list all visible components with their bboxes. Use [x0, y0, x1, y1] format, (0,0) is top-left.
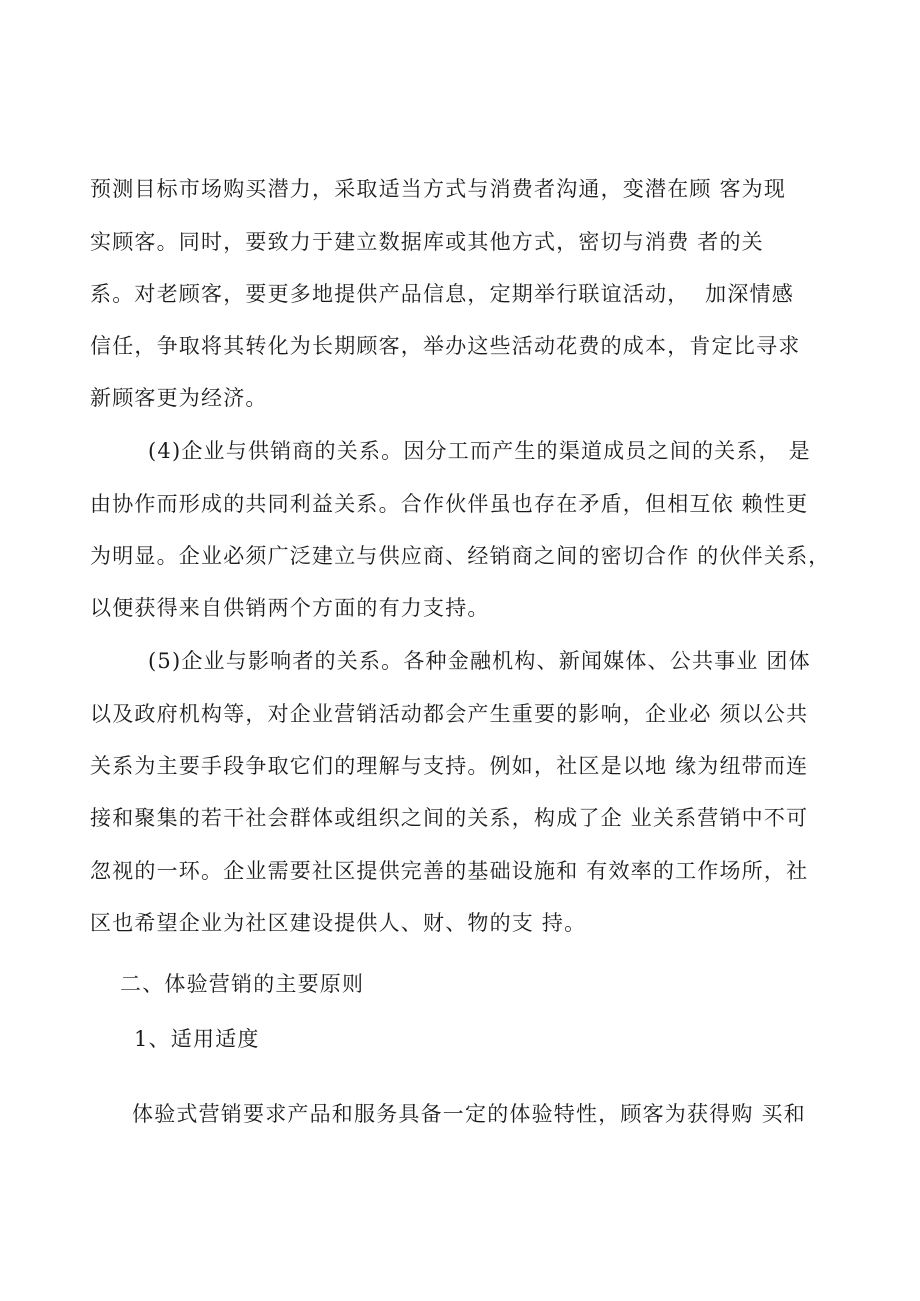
paragraph-line: 信任，争取将其转化为长期顾客，举办这些活动花费的成本，肯定比寻求 [90, 334, 801, 358]
paragraph-line: 以及政府机构等，对企业营销活动都会产生重要的影响，企业必 须以公共 [90, 702, 809, 726]
paragraph-line: 体验式营销要求产品和服务具备一定的体验特性，顾客为获得购 买和 [132, 1102, 806, 1126]
paragraph-line: 为明显。企业必须广泛建立与供应商、经销商之间的密切合作 的伙伴关系， [90, 544, 831, 568]
paragraph-line: 以便获得来自供销两个方面的有力支持。 [90, 596, 490, 620]
paragraph-line: 系。对老顾客，要更多地提供产品信息，定期举行联谊活动， 加深情感 [90, 282, 794, 306]
subsection-heading: 1、适用适度 [134, 1027, 260, 1051]
paragraph-line: 区也希望企业为社区建设提供人、财、物的支 持。 [90, 911, 587, 935]
paragraph-line: 实顾客。同时，要致力于建立数据库或其他方式，密切与消费 者的关 [90, 230, 764, 254]
paragraph-line: 预测目标市场购买潜力，采取适当方式与消费者沟通，变潜在顾 客为现 [90, 177, 787, 201]
section-heading: 二、体验营销的主要原则 [120, 972, 365, 996]
paragraph-line: 忽视的一环。企业需要社区提供完善的基础设施和 有效率的工作场所，社 [90, 859, 809, 883]
paragraph-line: (4)企业与供销商的关系。因分工而产生的渠道成员之间的关系， 是 [148, 439, 811, 463]
paragraph-line: 接和聚集的若干社会群体或组织之间的关系，构成了企 业关系营销中不可 [90, 806, 809, 830]
paragraph-line: (5)企业与影响者的关系。各种金融机构、新闻媒体、公共事业 团体 [148, 649, 811, 673]
paragraph-line: 由协作而形成的共同利益关系。合作伙伴虽也存在矛盾，但相互依 赖性更 [90, 492, 809, 516]
paragraph-line: 新顾客更为经济。 [90, 386, 268, 410]
paragraph-line: 关系为主要手段争取它们的理解与支持。例如，社区是以地 缘为纽带而连 [90, 754, 809, 778]
